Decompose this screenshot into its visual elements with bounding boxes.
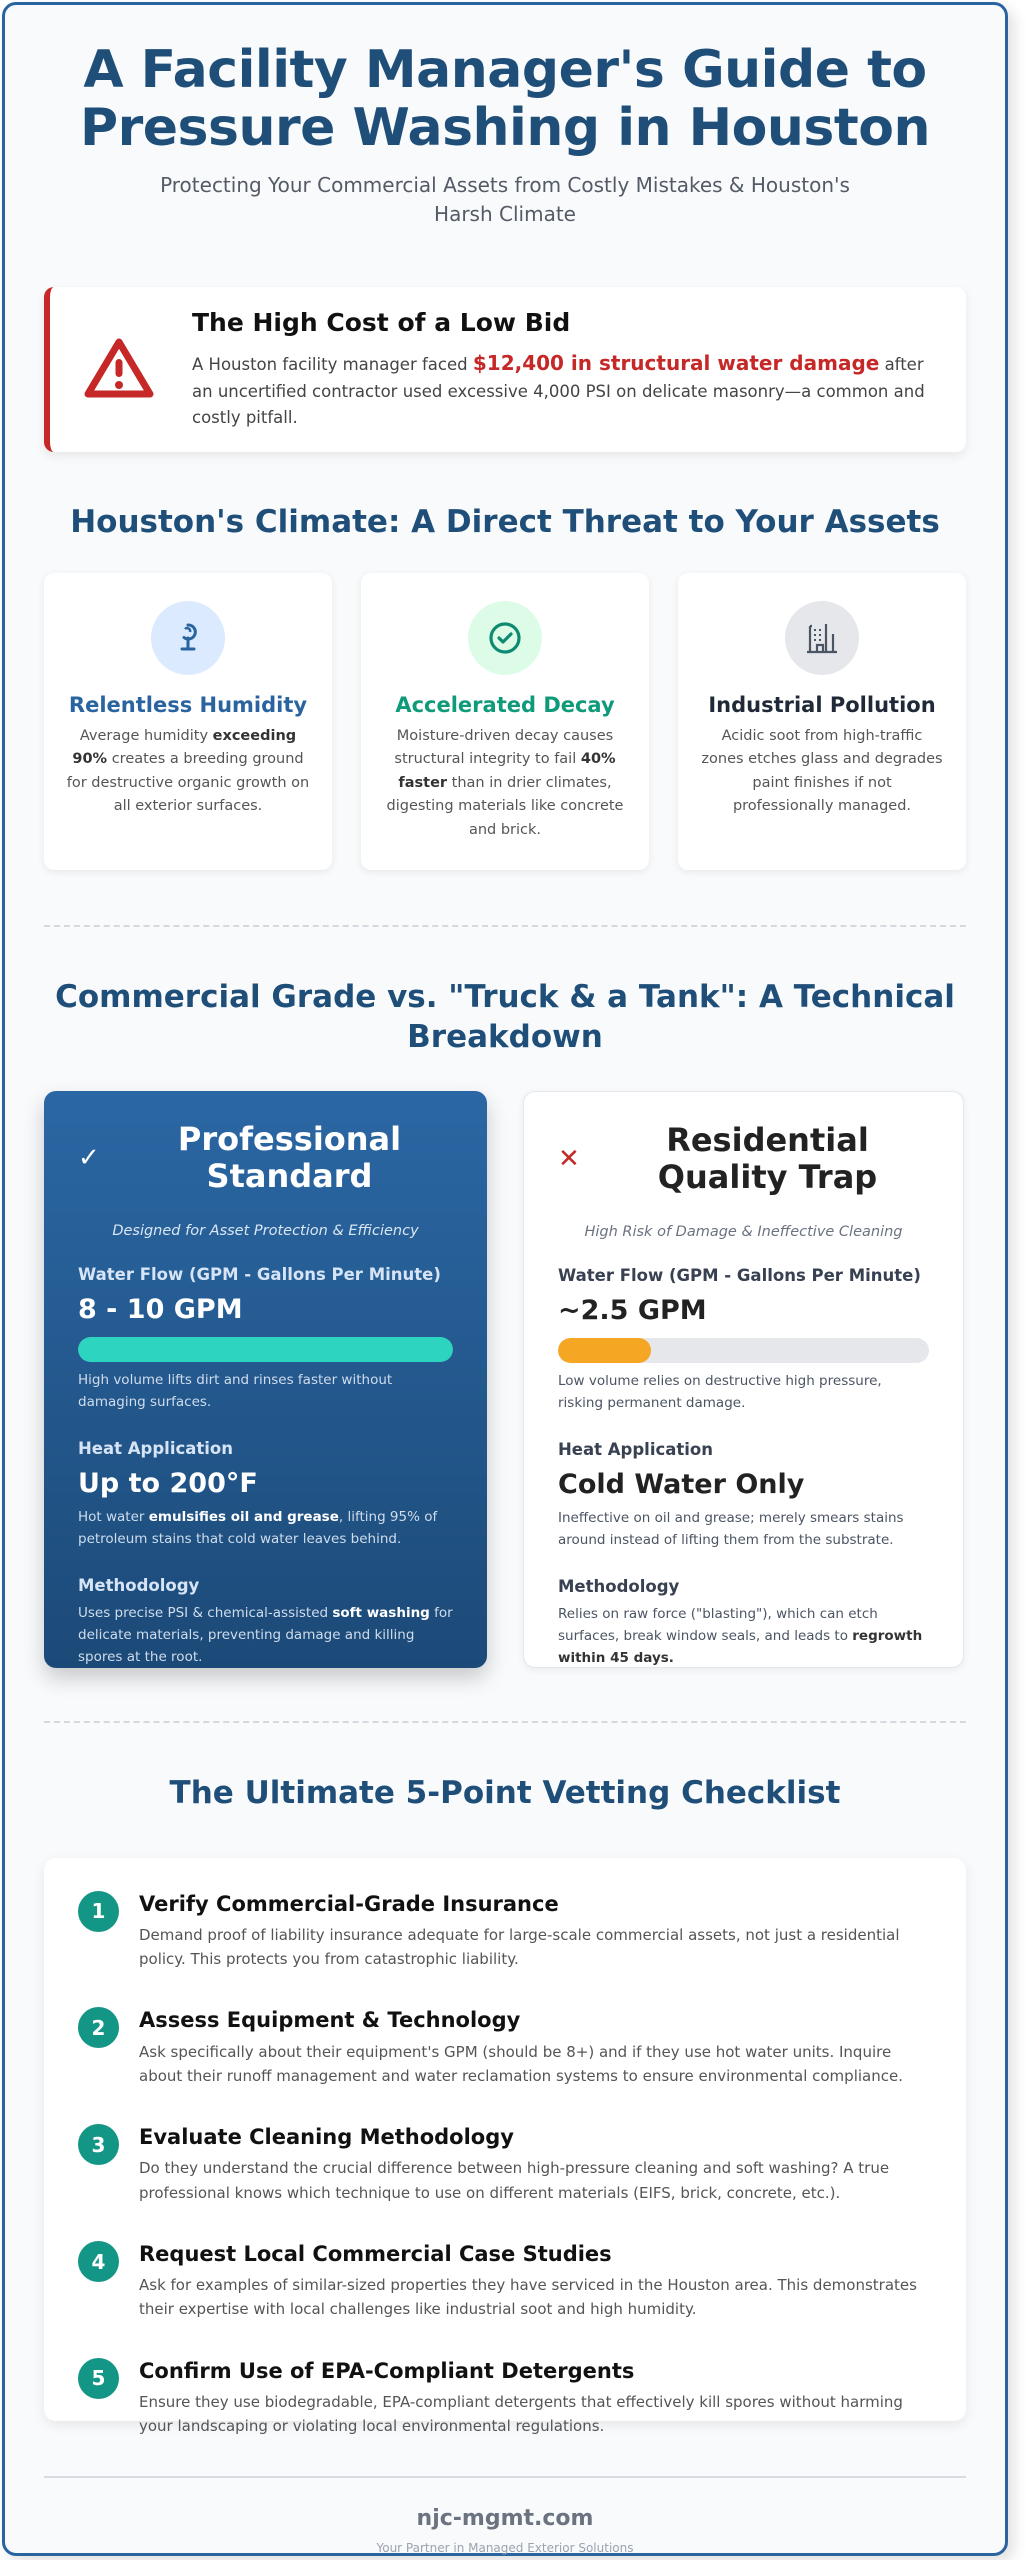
- checklist-heading: The Ultimate 5-Point Vetting Checklist: [169, 1775, 841, 1812]
- method-note: Uses precise PSI & chemical-assisted soft washing for delicate materials, preventing damage and killing spores at the root.: [78, 1605, 453, 1665]
- item-text: Demand proof of liability insurance adequate for large-scale commercial assets, not just a residential policy. This protects you from catastrophic liability.: [139, 1925, 900, 1969]
- card-text: Average humidity exceeding 90% creates a breeding ground for destructive organic growth on all exterior surfaces.: [66, 727, 310, 815]
- item-title: Request Local Commercial Case Studies: [139, 2242, 612, 2266]
- professional-card: [44, 1091, 487, 1668]
- heat-note: Ineffective on oil and grease; merely smears stains around instead of lifting them from the substrate.: [558, 1510, 904, 1548]
- item-title: Confirm Use of EPA-Compliant Detergents: [139, 2358, 635, 2383]
- residential-card: [523, 1091, 964, 1668]
- heat-value: Cold Water Only: [558, 1469, 805, 1501]
- flow-bar: [78, 1337, 453, 1362]
- warning-triangle-icon: [84, 337, 154, 403]
- heat-label: Heat Application: [78, 1439, 234, 1459]
- card-title: Professional Standard: [177, 1120, 402, 1196]
- heat-value: Up to 200°F: [78, 1468, 258, 1500]
- step-number: 3: [78, 2124, 119, 2165]
- alert-text: A Houston facility manager faced $12,400 in structural water damage after an uncertified contractor used excessive 4,000 PSI on delicate masonry—a common and costly pitfall.: [192, 351, 925, 428]
- checklist-item: [78, 2008, 932, 2088]
- section-divider: [44, 1721, 966, 1723]
- card-text: Acidic soot from high-traffic zones etches glass and degrades paint finishes if not professionally managed.: [701, 727, 943, 815]
- item-title: Evaluate Cleaning Methodology: [139, 2125, 514, 2150]
- climate-card-decay: [361, 573, 649, 870]
- climate-card-humidity: [44, 573, 332, 870]
- card-tagline: High Risk of Damage & Ineffective Cleaning: [584, 1223, 903, 1240]
- infographic: [2, 2, 1008, 2556]
- flow-value: 8 - 10 GPM: [78, 1293, 243, 1325]
- card-title: Relentless Humidity: [68, 692, 308, 717]
- alert-card: [44, 287, 966, 452]
- card-tagline: Designed for Asset Protection & Efficiency: [112, 1222, 419, 1239]
- x-icon: ✕: [558, 1144, 580, 1175]
- heat-label: Heat Application: [558, 1440, 714, 1460]
- step-number: 1: [78, 1891, 119, 1932]
- card-text: Moisture-driven decay causes structural integrity to fail 40% faster than in drier climates, digesting materials like concrete and brick.: [386, 727, 624, 838]
- card-title: Accelerated Decay: [395, 692, 615, 717]
- item-title: Assess Equipment & Technology: [139, 2008, 521, 2033]
- card-title: Residential Quality Trap: [657, 1121, 878, 1197]
- method-label: Methodology: [558, 1577, 680, 1597]
- method-note: Relies on raw force ("blasting"), which can etch surfaces, break window seals, and leads to regrowth within 45 days.: [558, 1606, 923, 1666]
- comparison: [44, 1091, 966, 1668]
- step-number: 2: [78, 2007, 119, 2048]
- item-text: Do they understand the crucial difference between high-pressure cleaning and soft washing? A true professional knows which technique to use on different materials (EIFS, brick, concrete, etc.).: [139, 2159, 890, 2202]
- card-title: Industrial Pollution: [708, 692, 936, 717]
- item-text: Ask specifically about their equipment's GPM (should be 8+) and if they use hot water units. Inquire about their runoff management and water reclamation systems to ensure environmental compliance.: [139, 2042, 903, 2085]
- flow-note: High volume lifts dirt and rinses faster without damaging surfaces.: [78, 1371, 393, 1410]
- climate-card-pollution: [678, 573, 966, 870]
- checklist-item: [78, 1892, 932, 1972]
- footer-site-link[interactable]: njc-mgmt.com: [416, 2505, 594, 2531]
- step-number: 5: [78, 2358, 119, 2399]
- flow-bar-fill: [78, 1337, 453, 1362]
- checklist-item: [78, 2125, 932, 2205]
- flow-label: Water Flow (GPM - Gallons Per Minute): [558, 1265, 921, 1285]
- checklist: [44, 1858, 966, 2436]
- damage-highlight: $12,400 in structural water damage: [472, 351, 880, 376]
- flow-label: Water Flow (GPM - Gallons Per Minute): [78, 1264, 441, 1284]
- building-icon: [785, 601, 859, 675]
- page-subtitle: Protecting Your Commercial Assets from Costly Mistakes & Houston's Harsh Climate: [160, 173, 850, 227]
- climate-heading: Houston's Climate: A Direct Threat to Your Assets: [70, 504, 940, 541]
- heat-note: Hot water emulsifies oil and grease, lifting 95% of petroleum stains that cold water leaves behind.: [78, 1509, 438, 1547]
- climate-cards: [44, 573, 966, 870]
- flow-bar: [558, 1338, 929, 1363]
- flow-note: Low volume relies on destructive high pressure, risking permanent damage.: [558, 1372, 882, 1411]
- page-title: A Facility Manager's Guide to Pressure Washing in Houston: [80, 40, 930, 159]
- section-divider: [44, 925, 966, 927]
- flow-bar-fill: [558, 1338, 651, 1363]
- checklist-item: [78, 2359, 932, 2439]
- comparison-heading: Commercial Grade vs. "Truck & a Tank": A Technical Breakdown: [55, 978, 955, 1056]
- checklist-item: [78, 2242, 932, 2322]
- footer: [44, 2476, 966, 2555]
- check-icon: ✓: [78, 1143, 100, 1174]
- step-number: 4: [78, 2241, 119, 2282]
- alert-title: The High Cost of a Low Bid: [192, 308, 571, 338]
- check-circle-icon: [468, 601, 542, 675]
- item-text: Ensure they use biodegradable, EPA-compliant detergents that effectively kill spores without harming your landscaping or violating local environmental regulations.: [139, 2392, 903, 2436]
- item-title: Verify Commercial-Grade Insurance: [139, 1891, 559, 1916]
- method-label: Methodology: [78, 1576, 200, 1596]
- item-text: Ask for examples of similar-sized properties they have serviced in the Houston area. This demonstrates their expertise with local challenges like industrial soot and high humidity.: [139, 2276, 917, 2319]
- humidity-icon: [151, 601, 225, 675]
- flow-value: ~2.5 GPM: [558, 1294, 707, 1326]
- footer-tagline: Your Partner in Managed Exterior Solutions: [376, 2540, 634, 2555]
